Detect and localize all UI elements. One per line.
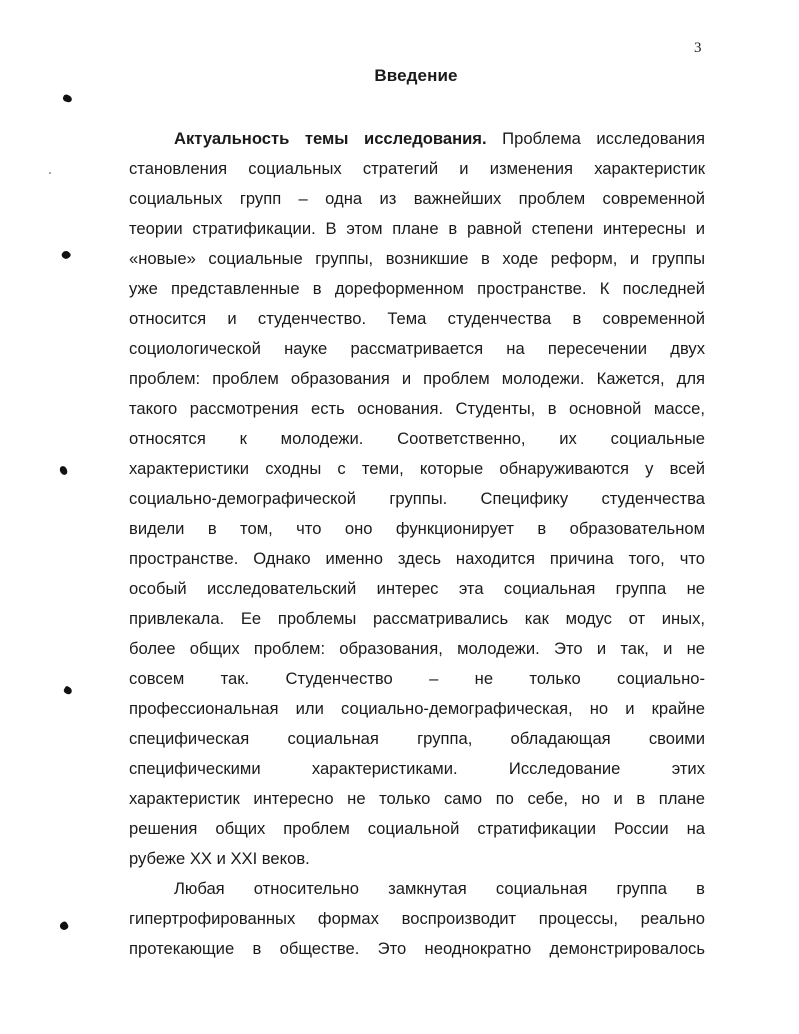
text-line: «новые» социальные группы, возникшие в ходе реформ, и группы [129, 249, 705, 268]
text-line: такого рассмотрения есть основания. Студенты, в основной массе, [129, 399, 705, 418]
margin-speck [49, 172, 51, 174]
page-title: Введение [374, 66, 458, 85]
text-line: пространстве. Однако именно здесь находится причина того, что [129, 549, 705, 568]
text-line: видели в том, что оно функционирует в образовательном [129, 519, 705, 538]
margin-punch-mark [60, 249, 71, 260]
text-line: гипертрофированных формах воспроизводит процессы, реально [129, 909, 705, 928]
text-line: проблем: проблем образования и проблем молодежи. Кажется, для [129, 369, 705, 388]
text-line: характеристик интересно не только само по себе, но и в плане [129, 789, 705, 808]
text-line: становления социальных стратегий и изменения характеристик [129, 159, 705, 178]
text-line: Любая относительно замкнутая социальная группа в [174, 879, 705, 898]
page-number: 3 [694, 40, 702, 56]
body-text [129, 124, 705, 964]
text-line: социально-демографической группы. Специфику студенчества [129, 489, 705, 508]
text-line: характеристики сходны с теми, которые обнаруживаются у всей [129, 459, 705, 478]
text-line: более общих проблем: образования, молодежи. Это и так, и не [129, 639, 705, 658]
margin-punch-mark [62, 94, 73, 104]
text-line [129, 124, 705, 154]
section-heading: Актуальность темы исследования. [174, 129, 487, 148]
text-line: социологической науке рассматривается на пересечении двух [129, 339, 705, 358]
text-line: относятся к молодежи. Соответственно, их социальные [129, 429, 705, 448]
text-line: специфическая социальная группа, обладающая своими [129, 729, 705, 748]
text-line: привлекала. Ее проблемы рассматривались как модус от иных, [129, 609, 705, 628]
text-line: совсем так. Студенчество – не только социально- [129, 669, 705, 688]
text-line: профессиональная или социально-демографическая, но и крайне [129, 699, 705, 718]
text-line-content: Проблема исследования [486, 129, 705, 148]
text-line: относится и студенчество. Тема студенчества в современной [129, 309, 705, 328]
text-line: теории стратификации. В этом плане в равной степени интересны и [129, 219, 705, 238]
text-line: уже представленные в дореформенном пространстве. К последней [129, 279, 705, 298]
text-line: протекающие в обществе. Это неоднократно демонстрировалось [129, 939, 705, 958]
margin-punch-mark [59, 921, 70, 932]
margin-punch-mark [59, 465, 68, 476]
text-line: рубеже XX и XXI веков. [129, 849, 310, 868]
text-line: решения общих проблем социальной стратификации России на [129, 819, 705, 838]
text-line: особый исследовательский интерес эта социальная группа не [129, 579, 705, 598]
text-line: социальных групп – одна из важнейших проблем современной [129, 189, 705, 208]
margin-punch-mark [63, 685, 73, 695]
text-line: специфическими характеристиками. Исследование этих [129, 759, 705, 778]
